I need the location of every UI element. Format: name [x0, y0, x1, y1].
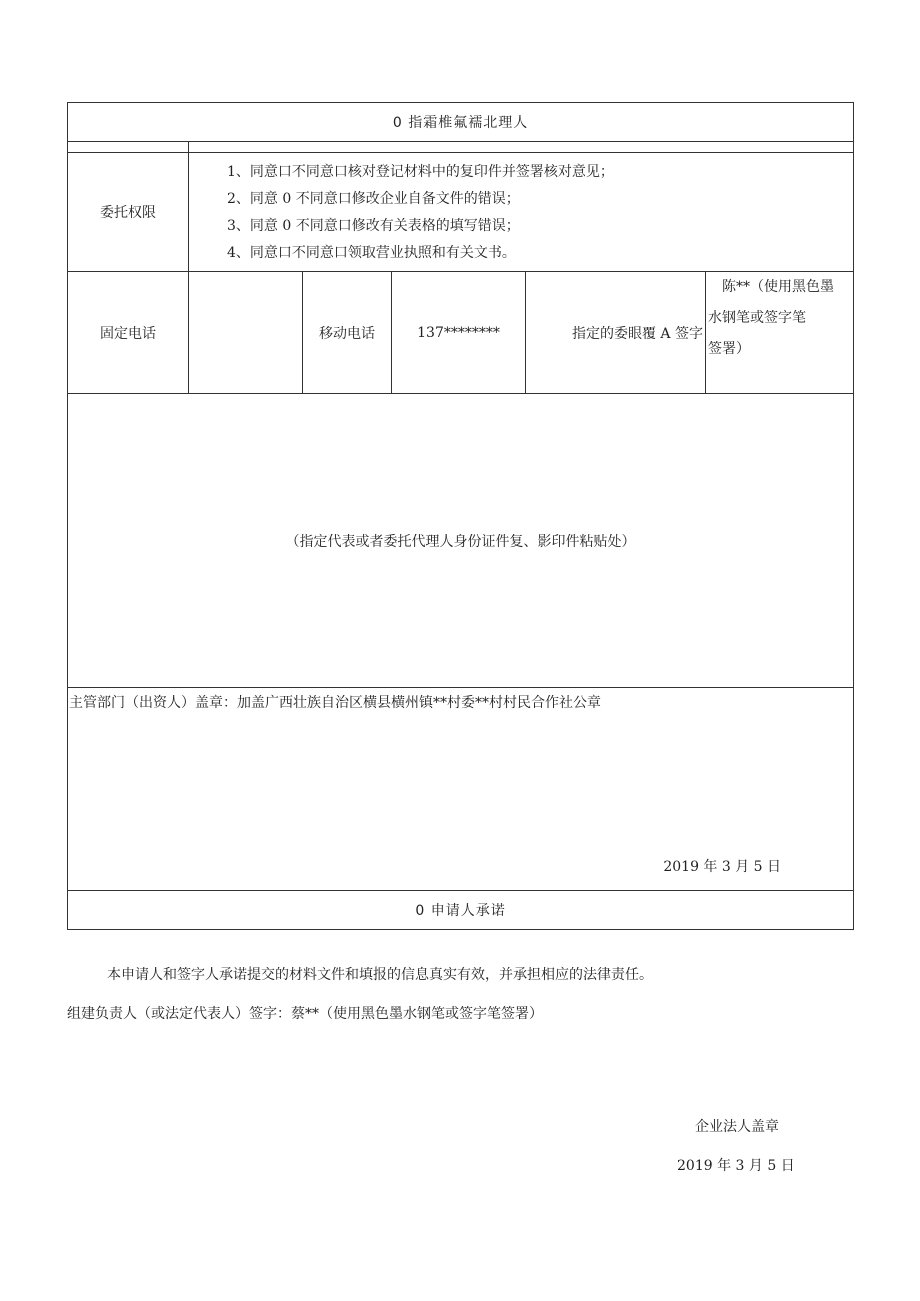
delegate-sign-field[interactable]	[706, 272, 854, 394]
fixed-phone-value[interactable]	[189, 272, 303, 394]
promise-title: 0 申请人承诺	[68, 891, 854, 930]
authority-seal-area	[68, 688, 854, 891]
delegate-sign-label: 指定的委眼覆 A 签字	[526, 272, 706, 394]
spacer-cell	[68, 142, 189, 153]
authority-label: 委托权限	[68, 153, 189, 272]
authority-item-2: 2、同意 0 不同意口修改企业自备文件的错误；	[227, 190, 520, 207]
authority-item-3: 3、同意 0 不同意口修改有关表格的填写错误；	[227, 217, 520, 234]
sign-note-line-1: 陈**（使用黑色墨	[722, 279, 834, 295]
sign-note-line-3: 签署）	[708, 341, 750, 357]
sign-note-line-2: 水钢笔或签字笔	[708, 310, 806, 326]
id-copy-paste-area: （指定代表或者委托代理人身份证件复、影印件粘贴处）	[68, 394, 854, 688]
signer-line: 组建负责人（或法定代表人）签字：蔡**（使用黑色墨水钢笔或签字笔签署）	[67, 1006, 543, 1022]
mobile-phone-label: 移动电话	[303, 272, 392, 394]
spacer-cell	[189, 142, 854, 153]
mobile-phone-value[interactable]: 137********	[392, 272, 526, 394]
delegation-form-table	[67, 102, 854, 930]
final-date: 2019 年 3 月 5 日	[677, 1158, 795, 1174]
authority-item-4: 4、同意口不同意口领取营业执照和有关文书。	[227, 244, 516, 261]
authority-options	[189, 153, 854, 272]
seal-text: 主管部门（出资人）盖章：加盖广西壮族自治区横县横州镇**村委**村村民合作社公章	[69, 695, 601, 711]
authority-item-1: 1、同意口不同意口核对登记材料中的复印件并签署核对意见；	[227, 163, 614, 180]
fixed-phone-label: 固定电话	[68, 272, 189, 394]
form-title: 0 指霜椎氟襦北理人	[68, 103, 854, 142]
seal-date: 2019 年 3 月 5 日	[663, 859, 782, 875]
corporate-seal-label: 企业法人盖章	[695, 1119, 779, 1135]
promise-text: 本申请人和签字人承诺提交的材料文件和填报的信息真实有效，并承担相应的法律责任。	[107, 967, 653, 983]
